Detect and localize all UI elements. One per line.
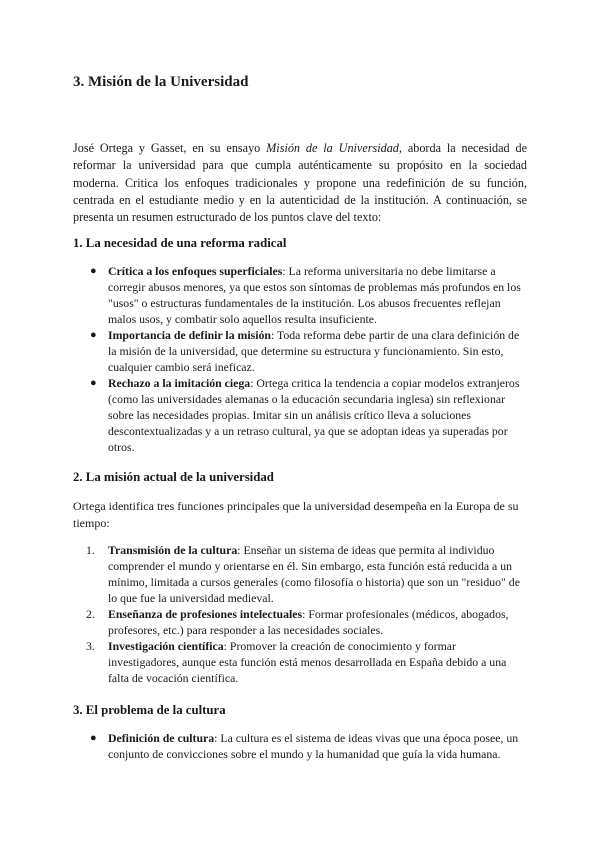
list-item: [73, 730, 529, 762]
item-text: : Ortega critica la tendencia a copiar modelos extranjeros (como las universidades alemanas o la educación secundaria inglesa) sin reflexionar sobre las necesidades propias. Imitar sin un análisis crítico lleva a soluciones descontextualizadas y a un retraso cultural, ya que se adoptan ideas ya superadas por otros.: [108, 376, 520, 454]
section-heading-2: 2. La misión actual de la universidad: [73, 470, 274, 484]
list-item: [73, 327, 529, 375]
item-term: Enseñanza de profesiones intelectuales: [108, 607, 303, 621]
section-3-list: [73, 730, 529, 762]
intro-work-title: Misión de la Universidad: [266, 141, 399, 155]
item-term: Definición de cultura: [108, 731, 215, 745]
item-text: : Enseñar un sistema de ideas que permita al individuo comprender el mundo y orientarse en él. Sin embargo, esta función está reducida a un mínimo, limitada a cursos generales (como filosofía o historia) que son un "residuo" de lo que fue la universidad medieval.: [108, 543, 520, 605]
item-term: Crítica a los enfoques superficiales: [108, 264, 283, 278]
section-1-list: [73, 263, 529, 455]
section-2-list: [73, 542, 529, 686]
intro-text-after: , aborda la necesidad de reformar la universidad para que cumpla auténticamente su propósito en la sociedad moderna. Critica los enfoques tradicionales y propone una redefinición de su función, centrada en el estudiante medio y en la autenticidad de la institución. A continuación, se presenta un resumen estructurado de los puntos clave del texto:: [73, 141, 527, 225]
list-number: 2.: [86, 607, 95, 621]
list-item: [73, 638, 529, 686]
list-number: 3.: [86, 639, 95, 653]
item-text: : Toda reforma debe partir de una clara definición de la misión de la universidad, que determine su estructura y funcionamiento. Sin esto, cualquier cambio será ineficaz.: [108, 328, 520, 374]
item-text: : Formar profesionales (médicos, abogados, profesores, etc.) para responder a las necesidades sociales.: [108, 607, 509, 637]
list-item: [73, 263, 529, 327]
item-term: Importancia de definir la misión: [108, 328, 271, 342]
item-text: : La cultura es el sistema de ideas vivas que una época posee, un conjunto de convicciones sobre el mundo y la humanidad que guía la vida humana.: [108, 731, 519, 761]
item-text: : Promover la creación de conocimiento y formar investigadores, aunque esta función está menos desarrollada en España debido a una falta de vocación científica.: [108, 639, 507, 685]
item-term: Rechazo a la imitación ciega: [108, 376, 251, 390]
item-term: Investigación científica: [108, 639, 224, 653]
list-item: [73, 375, 529, 455]
list-item: [73, 606, 529, 638]
bullet-icon: ●: [90, 265, 97, 277]
section-2-paragraph: Ortega identifica tres funciones principales que la universidad desempeña en la Europa de su tiempo:: [73, 499, 519, 530]
intro-text-before: José Ortega y Gasset, en su ensayo: [73, 141, 267, 155]
bullet-icon: ●: [90, 329, 97, 341]
page-title: 3. Misión de la Universidad: [73, 74, 249, 90]
item-text: : La reforma universitaria no debe limitarse a corregir abusos menores, ya que estos son síntomas de problemas más profundos en los "usos" o estructuras fundamentales de la institución. Los abusos frecuentes reflejan malos usos, y combatir solo aquellos resulta insuficiente.: [108, 264, 521, 326]
bullet-icon: ●: [90, 377, 97, 389]
section-heading-1: 1. La necesidad de una reforma radical: [73, 236, 287, 250]
section-heading-3: 3. El problema de la cultura: [73, 703, 226, 717]
item-term: Transmisión de la cultura: [108, 543, 238, 557]
list-number: 1.: [86, 543, 95, 557]
bullet-icon: ●: [90, 732, 97, 744]
list-item: [73, 542, 529, 606]
intro-paragraph: [73, 140, 527, 226]
